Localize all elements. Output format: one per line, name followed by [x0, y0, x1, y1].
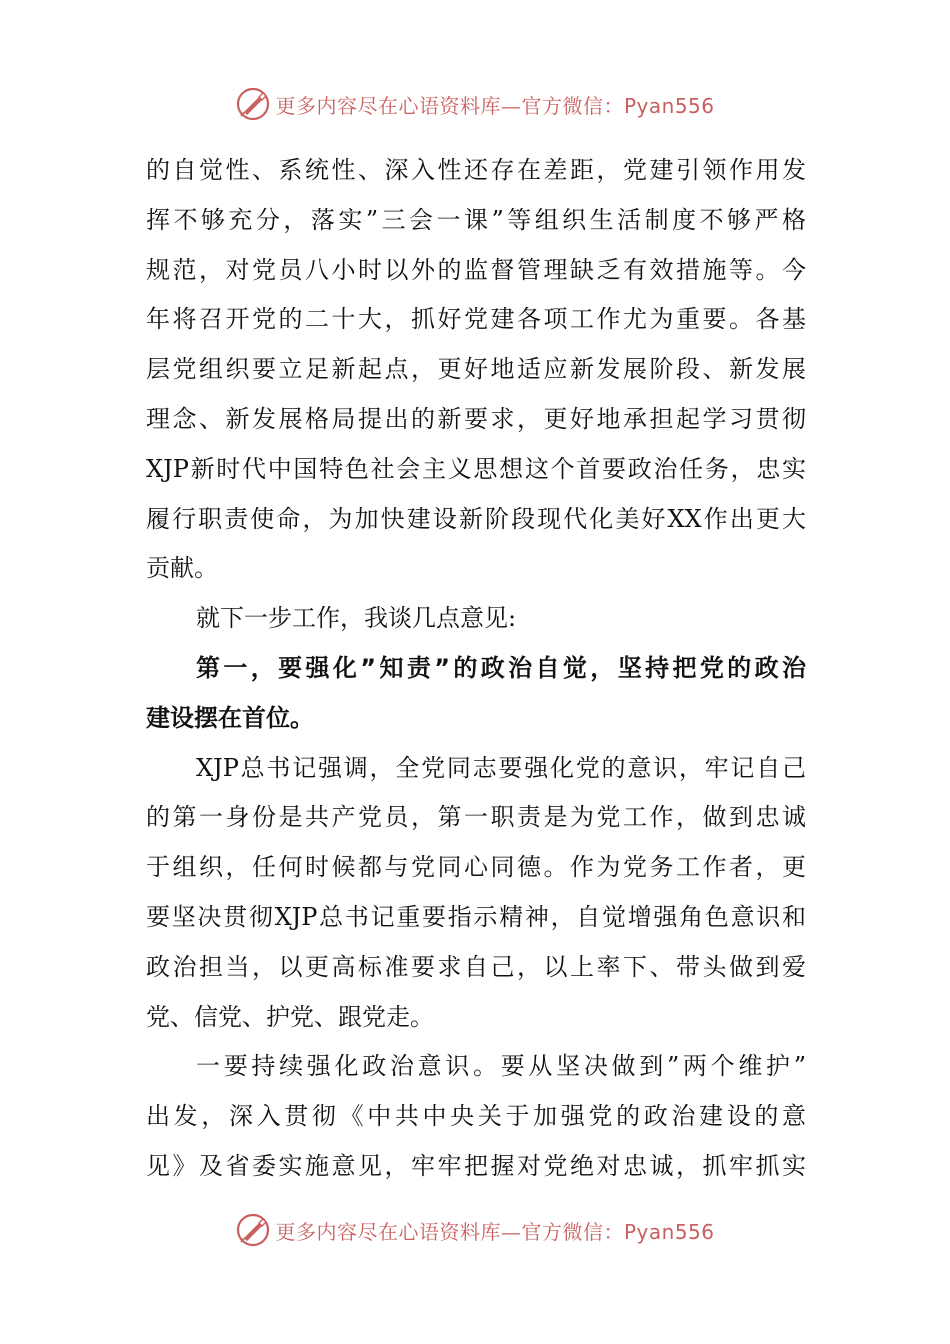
pen-logo-icon [235, 1212, 271, 1248]
paragraph-line: 政治担当，以更高标准要求自己，以上率下、带头做到爱 [146, 952, 806, 981]
paragraph-line: 党、信党、护党、跟党走。 [146, 1002, 434, 1031]
document-body [146, 146, 806, 1192]
paragraph-line: 贡献。 [146, 554, 218, 583]
paragraph-line: 出发，深入贯彻《中共中央关于加强党的政治建设的意 [146, 1102, 806, 1131]
banner-text: 更多内容尽在心语资料库—官方微信：Pyan556 [275, 1219, 715, 1244]
paragraph-line: 于组织，任何时候都与党同心同德。作为党务工作者，更 [146, 853, 806, 882]
paragraph-line: 的第一身份是共产党员，第一职责是为党工作，做到忠诚 [146, 803, 806, 832]
footer-banner [0, 1210, 950, 1250]
paragraph-line: 年将召开党的二十大，抓好党建各项工作尤为重要。各基 [146, 305, 806, 334]
paragraph-line: 履行职责使命，为加快建设新阶段现代化美好XX作出更大 [146, 504, 806, 533]
banner-text: 更多内容尽在心语资料库—官方微信：Pyan556 [275, 93, 715, 118]
pen-logo-icon [235, 86, 271, 122]
wechat-id: Pyan556 [623, 93, 715, 118]
paragraph-line: 见》及省委实施意见，牢牢把握对党绝对忠诚，抓牢抓实 [146, 1151, 806, 1180]
paragraph-line: XJP总书记强调，全党同志要强化党的意识，牢记自己 [196, 753, 806, 782]
paragraph-line: 的自觉性、系统性、深入性还存在差距，党建引领作用发 [146, 156, 806, 184]
paragraph-line: 规范，对党员八小时以外的监督管理缺乏有效措施等。今 [146, 255, 806, 284]
section-heading-line: 建设摆在首位。 [146, 703, 314, 732]
paragraph-line: XJP新时代中国特色社会主义思想这个首要政治任务，忠实 [146, 454, 806, 483]
paragraph-line: 要坚决贯彻XJP总书记重要指示精神，自觉增强角色意识和 [146, 902, 806, 931]
section-heading-line: 第一，要强化”知责”的政治自觉，坚持把党的政治 [196, 653, 806, 682]
header-banner [0, 84, 950, 124]
paragraph-line: 理念、新发展格局提出的新要求，更好地承担起学习贯彻 [146, 404, 806, 433]
paragraph-line: 层党组织要立足新起点，更好地适应新发展阶段、新发展 [146, 355, 806, 384]
paragraph-line: 挥不够充分，落实”三会一课”等组织生活制度不够严格 [146, 205, 806, 234]
wechat-id: Pyan556 [623, 1219, 715, 1244]
paragraph-line: 一要持续强化政治意识。要从坚决做到”两个维护” [196, 1052, 806, 1081]
paragraph-line: 就下一步工作，我谈几点意见: [196, 604, 517, 633]
